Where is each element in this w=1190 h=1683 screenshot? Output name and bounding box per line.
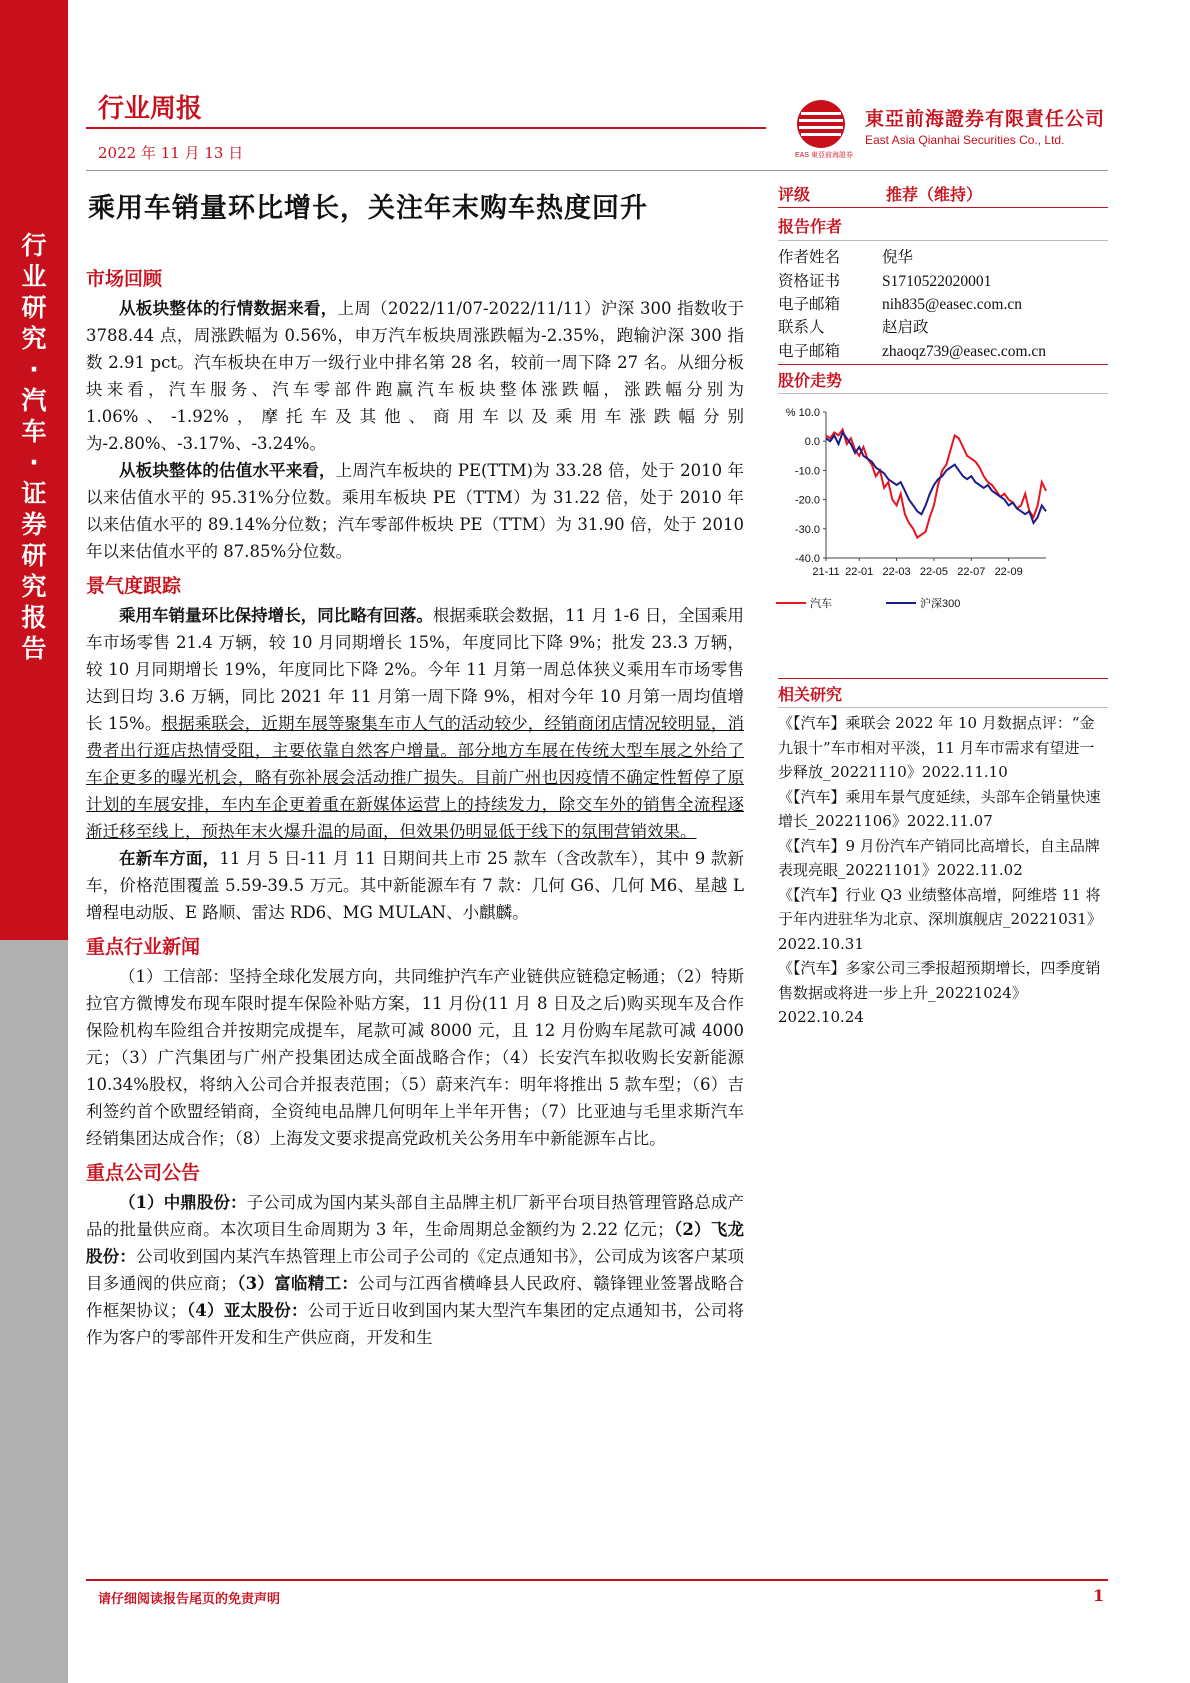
section-title-industry-news: 重点行业新闻: [86, 936, 201, 958]
company-body: 子公司成为国内某头部自主品牌主机厂新平台项目热管理管路总成产品的批量供应商。本次项目生命周期为 3 年，生命周期总金额约为 2.22 亿元；: [86, 1193, 745, 1239]
sidebar-char: 研: [21, 293, 47, 322]
paragraph-industry-news: （1）工信部：坚持全球化发展方向，共同维护汽车产业链供应链稳定畅通；（2）特斯拉官方微博发布现车限时提车保险补贴方案，11 月份(11 月 8 日及之后)购买现车及合作保险机构车险组合并按期完成提车，尾款可减 8000 元，且 12 月份购车尾款可减 4000 元；（3）广汽集团与广州产投集团达成全面战略合作；（4）长安汽车拟收购长安新能源 10.34%股权，将纳入公司合并报表范围；（5）蔚来汽车：明年将推出 5 款车型；（6）吉利签约首个欧盟经销商，全资纯电品牌几何明年上半年开售；（7）比亚迪与毛里求斯汽车经销集团达成合作；（8）上海发文要求提高党政机关公务用车中新能源车占比。: [86, 967, 744, 1148]
sidebar-char: 汽: [21, 386, 47, 415]
header-divider: [86, 127, 766, 129]
paragraph-underlined: 根据乘联会，近期车展等聚集车市人气的活动较少，经销商闭店情况较明显，消费者出行逛店热情受阻，主要依靠自然客户增量。部分地方车展在传统大型车展之外给了车企更多的曝光机会，略有弥补展会活动推广损失。目前广州也因疫情不确定性暂停了原计划的车展安排，车内车企更着重在新媒体运营上的持续发力，除交车外的销售全流程逐渐迁移至线上，预热年末火爆升温的局面，但效果仍明显低于线下的氛围营销效果。: [86, 714, 745, 841]
sidebar-char: 证: [21, 479, 47, 508]
related-divider: [778, 707, 1108, 708]
paragraph-lead: 在新车方面，: [119, 849, 220, 868]
company-name-en: East Asia Qianhai Securities Co., Ltd.: [865, 133, 1065, 147]
x-tick-label: 22-09: [994, 566, 1023, 578]
sidebar-label: [0, 230, 68, 664]
author-key: 作者姓名: [778, 248, 841, 266]
stock-trend-label: 股价走势: [778, 371, 843, 390]
sidebar-char: 究: [21, 572, 47, 601]
y-tick-label: -40.0: [794, 553, 820, 565]
paragraph-body: 上周汽车板块的 PE(TTM)为 33.28 倍，处于 2010 年以来估值水平的 95.31%分位数。乘用车板块 PE（TTM）为 31.22 倍，处于 2010 年以来估值水平的 89.14%分位数；汽车零部件板块 PE（TTM）为 31.90 倍，处于 2010 年以来估值水平的 87.85%分位数。: [86, 461, 745, 561]
section-title-company-news: 重点公司公告: [86, 1162, 201, 1184]
section-title-prosperity: 景气度跟踪: [86, 575, 182, 597]
paragraph-body: 根据乘联会数据，11 月 1-6 日，全国乘用车市场零售 21.4 万辆，较 10 月同期增长 15%，年度同比下降 9%；批发 23.3 万辆，较 10 月同期增长 19%，年度同比下降 2%。今年 11 月第一周总体狭义乘用车市场零售达到日均 3.6 万辆，同比 2021 年 11 月第一周下降 9%，相对今年 10 月第一周均值增长 15%。: [86, 606, 745, 733]
paragraph-body: 11 月 5 日-11 月 11 日期间共上市 25 款车（含改款车），其中 9 款新车，价格范围覆盖 5.59-39.5 万元。其中新能源车有 7 款：几何 G6、几何 M6、星越 L 增程电动版、E 路顺、雷达 RD6、MG MULAN、小麒麟。: [86, 849, 744, 922]
authors-divider: [778, 240, 1108, 241]
stock-chart: [776, 398, 1106, 663]
paragraph-lead: 从板块整体的估值水平来看，: [119, 461, 336, 480]
x-tick-label: 21-11: [812, 566, 840, 578]
rating-label: 评级: [778, 185, 811, 204]
legend-label: 沪深300: [920, 598, 961, 610]
page-number: 1: [1093, 1586, 1105, 1605]
report-title: 乘用车销量环比增长，关注年末购车热度回升: [88, 193, 648, 224]
paragraph-market-1: [86, 295, 744, 457]
author-key: 电子邮箱: [778, 295, 841, 313]
related-item[interactable]: 《【汽车】行业 Q3 业绩整体高增，阿维塔 11 将于年内进驻华为北京、深圳旗舰店_20221031》2022.10.31: [778, 885, 1102, 953]
authors-label: 报告作者: [778, 217, 843, 236]
sidebar-char: 报: [21, 603, 47, 632]
paragraph-prosperity-1: [86, 602, 744, 845]
author-value: S1710522020001: [882, 273, 992, 290]
paragraph-body: 上周（2022/11/07-2022/11/11）沪深 300 指数收于 3788.44 点，周涨跌幅为 0.56%，申万汽车板块周涨跌幅为-2.35%，跑输沪深 300 指数 2.91 pct。汽车板块在申万一级行业中排名第 28 名，较前一周下降 27 名。从细分板块来看，汽车服务、汽车零部件跑赢汽车板块整体涨跌幅，涨跌幅分别为 1.06%、-1.92%，摩托车及其他、商用车以及乘用车涨跌幅分别为-2.80%、-3.17%、-3.24%。: [86, 299, 745, 453]
related-item[interactable]: 《【汽车】多家公司三季报超预期增长，四季度销售数据或将进一步上升_20221024》2022.10.24: [778, 959, 1101, 1026]
sidebar-char: 券: [21, 510, 47, 539]
company-body: 公司于近日收到国内某大型汽车集团的定点通知书，公司将作为客户的零部件开发和生产供应商，开发和生: [86, 1301, 745, 1347]
company-lead: （2）飞龙股份：: [86, 1220, 745, 1266]
paragraph-company-news: [86, 1189, 744, 1351]
author-row: [778, 339, 1046, 361]
logo-caption: EAS 東亞前海證券: [795, 152, 853, 159]
related-item[interactable]: 《【汽车】乘用车景气度延续，头部车企销量快速增长_20221106》2022.11.07: [778, 787, 1101, 830]
paragraph-prosperity-2: [86, 845, 744, 926]
doc-type: 行业周报: [98, 94, 203, 124]
related-list: [778, 711, 1108, 1030]
y-tick-label: -10.0: [794, 465, 820, 478]
x-tick-label: 22-05: [919, 566, 948, 578]
paragraph-lead: 乘用车销量环比保持增长，同比略有回落。: [119, 606, 433, 625]
company-lead: （3）富临精工：: [236, 1274, 359, 1293]
author-key: 资格证书: [778, 272, 841, 290]
author-key: 电子邮箱: [778, 342, 841, 360]
stock-divider-top: [778, 364, 1108, 365]
sidebar-char: 行: [21, 231, 47, 260]
author-email-link[interactable]: nih835@easec.com.cn: [882, 296, 1022, 313]
author-key: 联系人: [778, 318, 825, 336]
related-divider-top: [778, 678, 1108, 679]
sidebar-char: 究: [21, 324, 47, 353]
author-email-link[interactable]: zhaoqz739@easec.com.cn: [882, 343, 1047, 360]
footer-divider: [86, 1579, 1108, 1581]
sidebar-char: 研: [21, 541, 47, 570]
paragraph-market-2: [86, 457, 744, 565]
related-label: 相关研究: [778, 685, 843, 704]
y-tick-label: -30.0: [794, 523, 820, 536]
stock-divider: [778, 393, 1108, 394]
rating-value: 推荐（维持）: [886, 185, 983, 204]
y-tick-label: % 10.0: [785, 407, 820, 419]
author-row: [778, 292, 1022, 314]
sidebar-char: ·: [29, 355, 39, 384]
sidebar-char: ·: [29, 448, 39, 477]
company-name-cn: 東亞前海證券有限責任公司: [865, 108, 1106, 130]
company-body: 公司与江西省横峰县人民政府、赣锋锂业签署战略合作框架协议；: [86, 1274, 745, 1320]
author-row: [778, 245, 913, 267]
y-tick-label: 0.0: [804, 436, 820, 449]
paragraph-lead: 从板块整体的行情数据来看，: [119, 299, 338, 318]
series-line: [826, 432, 1046, 523]
author-value: 赵启政: [882, 319, 929, 336]
company-logo-icon: [795, 98, 847, 150]
sidebar-char: 车: [21, 417, 47, 446]
main-content: [86, 258, 744, 1351]
author-row: [778, 269, 991, 291]
rating-divider: [778, 207, 1108, 208]
related-item[interactable]: 《【汽车】乘联会 2022 年 10 月数据点评：“金九银十”车市相对平淡，11 月车市需求有望进一步释放_20221110》2022.11.10: [778, 714, 1095, 781]
x-tick-label: 22-03: [882, 566, 911, 578]
company-lead: （1）中鼎股份：: [119, 1193, 247, 1212]
sidebar-char: 业: [21, 262, 47, 291]
company-body: 公司收到国内某汽车热管理上市公司子公司的《定点通知书》，公司成为该客户某项目多通阀的供应商；: [86, 1247, 745, 1293]
x-tick-label: 22-07: [957, 566, 986, 578]
report-date: 2022 年 11 月 13 日: [98, 144, 244, 162]
legend-label: 汽车: [810, 598, 832, 610]
x-tick-label: 22-01: [845, 566, 874, 578]
y-tick-label: -20.0: [794, 494, 820, 507]
company-lead: （4）亚太股份：: [186, 1301, 308, 1320]
footer-disclaimer: 请仔细阅读报告尾页的免责声明: [98, 1592, 281, 1607]
author-row: [778, 315, 929, 337]
header-divider-gray: [86, 170, 1108, 171]
author-value: 倪华: [882, 249, 914, 266]
section-title-market-review: 市场回顾: [86, 268, 163, 290]
related-item[interactable]: 《【汽车】9 月份汽车产销同比高增长，自主品牌表现亮眼_20221101》2022.11.02: [778, 836, 1100, 879]
sidebar-char: 告: [21, 634, 47, 663]
